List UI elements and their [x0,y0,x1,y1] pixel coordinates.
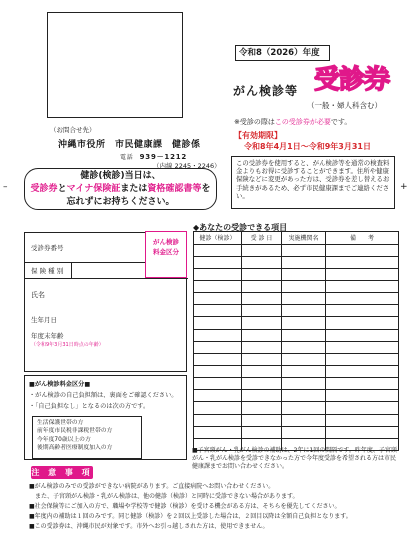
table-row [194,317,399,329]
name-label: 氏名 [31,291,45,299]
col-institution: 実施機関名 [282,232,326,245]
contact-organization: 沖縄市役所 市民健康課 健診係 [58,140,201,150]
valid-period-range: 令和8年4月1日～令和9年3月31日 [244,142,371,151]
fee-category-line1: ・がん検診の自己負担額は、裏面をご確認ください。 [29,392,178,399]
table-row [194,414,399,426]
fold-mark-right: + [400,182,408,192]
fee-category-section [24,375,187,460]
table-row [194,365,399,377]
required-note: ※受診の際はこの受診券が必要です。 [234,118,352,126]
exempt-list [32,416,142,459]
bring-reminder: 健診(検診)当日は、 受診券とマイナ保険証または資格確認書等を 忘れずにお持ちください。 [24,168,217,210]
list-item: 生活保護世帯の方 [37,420,84,426]
address-window [47,12,183,118]
page-title: がん検診等 [233,84,299,98]
list-item: 後期高齢者医療制度加入の方 [37,444,113,451]
table-row [194,268,399,280]
table-row [194,329,399,341]
table-row [194,256,399,268]
title-ticket: 受診券 [314,65,390,95]
cervical-breast-note: ■子宮頸がん・乳がん検診の補助は、2年に1回の間隔です。昨年度、子宮頸がん・乳がん検診を受診できなかった方で今年度受診を希望される方は市民健康課までお問い合わせください。 [192,447,397,471]
age-label: 年度末年齢 [31,332,64,340]
list-item: 前年度市民税非課税世帯の方 [37,428,113,435]
col-remarks: 備 考 [326,232,399,245]
fee-category-heading: ■がん検診料金区分■ [29,381,91,388]
table-row [194,426,399,438]
contact-phone: 電話 939－1212 [120,153,188,161]
fiscal-year-label: 令和8（2026）年度 [235,45,330,61]
contact-extension: （内線 2245・2246） [153,162,221,170]
insurance-row: 保 険 種 別 [25,263,188,279]
table-row [194,293,399,305]
list-item: また、子宮頸がん検診・乳がん検診は、他の健診（検診）と同時に受診できない場合があります。 [29,493,299,500]
list-item: ■この受診券は、沖縄市民が対象です。市外へお引っ越しされた方は、使用できません。 [29,523,269,530]
fold-mark-left: – [3,182,8,192]
age-note: （令和9年3月31日時点の年齢） [31,342,104,348]
dob-label: 生年月日 [31,316,57,324]
table-row [194,341,399,353]
notice-list [29,482,409,532]
col-exam: 健診（検診） [194,232,242,245]
table-row [194,244,399,256]
col-date: 受 診 日 [242,232,282,245]
table-row [194,390,399,402]
table-row [194,402,399,414]
list-item: 今年度70歳以上の方 [37,436,91,443]
table-row [194,353,399,365]
list-item: ■がん検診のみでの受診ができない病院があります。ご直接病院へお問い合わせください。 [29,483,275,490]
table-row [194,280,399,292]
notice-heading: 注 意 事 項 [31,468,93,477]
table-row [194,378,399,390]
info-notice: この受診券を使用すると、がん検診等を通常の検査料金よりもお得に受診することができます。住所や健康保険などに変更があった方は、受診券を差し替えるお手続きがあるため、必ず市民健康課までご連絡ください。 [231,156,395,209]
contact-heading: （お問合せ先） [50,126,96,134]
table-row [194,305,399,317]
list-item: ■年度内の補助は１回のみです。同じ健診（検診）を２回以上受診した場合は、２回目以降は全額自己負担となります。 [29,513,352,520]
valid-period-heading: 【有効期限】 [234,131,282,140]
title-subtitle: （一般・婦人科含む） [307,101,382,110]
cancer-fee-category-box: がん検診 料金区分 [145,231,187,278]
receipt-number-row: 受診券番号 [25,233,146,263]
exam-items-heading: ◆あなたの受診できる項目 [193,223,288,232]
list-item: ■社会保険等にご加入の方で、職場や学校等で健診（検診）を受ける機会がある方は、そちらを優先してください。 [29,503,341,510]
exam-items-table [193,231,399,451]
fee-category-line2: ・「自己負担なし」となるのは次の方です。 [29,403,150,410]
